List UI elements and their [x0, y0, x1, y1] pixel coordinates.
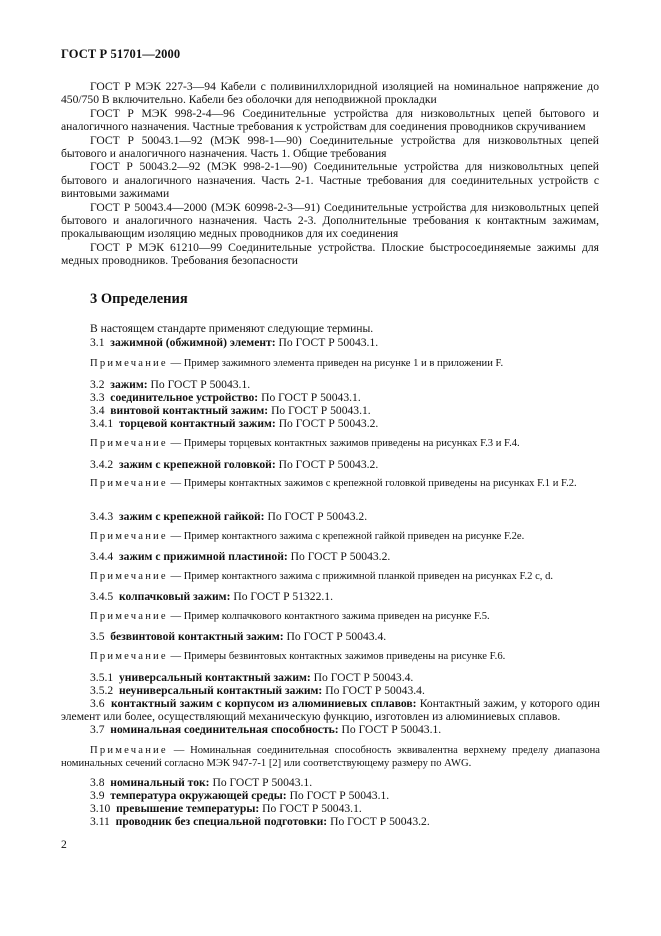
note-text: — Пример зажимного элемента приведен на рисунке 1 и в приложении F. — [170, 358, 504, 369]
definition-term: безвинтовой контактный зажим: — [110, 630, 284, 643]
definition-term: превышение температуры: — [116, 802, 260, 815]
definition-text: По ГОСТ Р 50043.1. — [150, 378, 251, 391]
definition-3-4-1 — [90, 417, 600, 430]
note-3-1 — [90, 358, 600, 371]
definition-term: номинальная соединительная способность: — [110, 723, 339, 736]
note-3-4-2 — [61, 478, 600, 491]
reference-item: ГОСТ Р 50043.2—92 (МЭК 998-2-1—90) Соединительные устройства для низковольтных цепей бытового и аналогичного назначения. Часть 2-1. Частные требования для соединительных устройств с винтовыми зажимами — [61, 160, 599, 201]
definition-number: 3.1 — [90, 336, 105, 349]
definition-number: 3.6 — [90, 697, 105, 710]
definition-3-4-3 — [90, 510, 600, 523]
note-text: — Пример контактного зажима с крепежной гайкой приведен на рисунке F.2e. — [170, 531, 525, 542]
definition-number: 3.4.5 — [90, 590, 114, 603]
reference-item: ГОСТ Р МЭК 998-2-4—96 Соединительные устройства для низковольтных цепей бытового и аналогичного назначения. Частные требования к устройствам для соединения проводников скручиванием — [61, 106, 599, 134]
definition-term: универсальный контактный зажим: — [118, 671, 311, 684]
definition-number: 3.4.2 — [90, 458, 114, 471]
definition-text: По ГОСТ Р 50043.1. — [261, 391, 361, 404]
document-header: ГОСТ Р 51701—2000 — [61, 47, 181, 61]
note-text: — Пример колпачкового контактного зажима приведен на рисунке F.5. — [170, 611, 490, 622]
definition-text: По ГОСТ Р 50043.1. — [271, 404, 371, 417]
note-text: — Примеры торцевых контактных зажимов приведены на рисунках F.3 и F.4. — [170, 438, 520, 449]
definition-term: температура окружающей среды: — [110, 789, 287, 802]
note-3-4-3 — [90, 531, 600, 544]
definition-3-10 — [90, 802, 600, 815]
definition-text: По ГОСТ Р 50043.4. — [286, 630, 387, 643]
note-3-4-4 — [90, 571, 600, 584]
definition-term: торцевой контактный зажим: — [118, 417, 276, 430]
definition-term: номинальный ток: — [110, 776, 210, 789]
definition-number: 3.3 — [90, 391, 105, 404]
definition-text: По ГОСТ Р 51322.1. — [233, 590, 333, 603]
note-3-4-1 — [90, 438, 600, 451]
definition-text: По ГОСТ Р 50043.1. — [289, 789, 390, 802]
note-text: — Номинальная соединительная способность эквивалентна верхнему пределу диапазона номинальных сечений согласно МЭК 947-7-1 [2] или соответствующему размеру по AWG. — [61, 745, 600, 769]
note-text: — Пример контактного зажима с прижимной планкой приведен на рисунках F.2 c, d. — [170, 571, 554, 582]
definition-text: Контактный зажим, у которого один элемент или более, осуществляющий механическую функцию, изготовлен из алюминиевых сплавов. — [61, 697, 600, 724]
definition-text: По ГОСТ Р 50043.2. — [278, 417, 379, 430]
definition-3-3 — [90, 391, 600, 404]
definition-3-4-5 — [90, 590, 600, 603]
definition-number: 3.4.4 — [90, 550, 114, 563]
note-text: — Примеры безвинтовых контактных зажимов приведены на рисунке F.6. — [170, 651, 506, 662]
note-label: Примечание — [90, 571, 168, 582]
definition-text: По ГОСТ Р 50043.1. — [278, 336, 379, 349]
definition-term: зажим: — [110, 378, 148, 391]
definition-text: По ГОСТ Р 50043.2. — [278, 458, 379, 471]
note-3-7 — [61, 745, 600, 770]
definition-text: По ГОСТ Р 50043.2. — [330, 815, 430, 828]
definition-number: 3.4.3 — [90, 510, 114, 523]
definition-3-7 — [90, 723, 600, 736]
definition-3-5-1 — [90, 671, 600, 684]
note-label: Примечание — [90, 745, 168, 756]
definition-3-9 — [90, 789, 600, 802]
reference-item: ГОСТ Р МЭК 61210—99 Соединительные устройства. Плоские быстросоединяемые зажимы для медных проводников. Требования безопасности — [61, 240, 599, 268]
definition-3-4-4 — [90, 550, 600, 563]
definition-text: По ГОСТ Р 50043.4. — [313, 671, 414, 684]
definition-3-4-2 — [90, 458, 600, 471]
definition-text: По ГОСТ Р 50043.4. — [325, 684, 425, 697]
definition-term: зажим с крепежной гайкой: — [118, 510, 265, 523]
definition-number: 3.5 — [90, 630, 105, 643]
note-text: — Примеры контактных зажимов с крепежной головкой приведены на рисунках F.1 и F.2. — [170, 478, 577, 489]
reference-item: ГОСТ Р 50043.1—92 (МЭК 998-1—90) Соединительные устройства для низковольтных цепей бытового и аналогичного назначения. Часть 1. Общие требования — [61, 133, 599, 161]
definition-term: соединительное устройство: — [110, 391, 259, 404]
definition-text: По ГОСТ Р 50043.1. — [341, 723, 442, 736]
definition-term: зажим с крепежной головкой: — [118, 458, 276, 471]
definition-3-11 — [90, 815, 600, 828]
definition-term: винтовой контактный зажим: — [110, 404, 269, 417]
definition-number: 3.9 — [90, 789, 105, 802]
definition-term: проводник без специальной подготовки: — [115, 815, 328, 828]
definition-number: 3.4 — [90, 404, 105, 417]
definition-number: 3.5.2 — [90, 684, 114, 697]
reference-item: ГОСТ Р 50043.4—2000 (МЭК 60998-2-3—91) Соединительные устройства для низковольтных цепей бытового и аналогичного назначения. Часть 2-3. Дополнительные требования к контактным зажимам, прокалывающим изоляцию медных проводников для их соединения — [61, 200, 599, 241]
note-label: Примечание — [90, 478, 168, 489]
definition-term: зажим с прижимной пластиной: — [118, 550, 288, 563]
normative-references — [61, 80, 599, 268]
section-heading: 3 Определения — [90, 291, 188, 307]
definition-number: 3.8 — [90, 776, 105, 789]
definition-3-2 — [90, 378, 600, 391]
definition-term: зажимной (обжимной) элемент: — [110, 336, 276, 349]
note-3-5 — [90, 651, 600, 664]
intro-text: В настоящем стандарте применяют следующие термины. — [90, 322, 374, 335]
definition-number: 3.10 — [90, 802, 111, 815]
definition-3-4 — [90, 404, 600, 417]
reference-item: ГОСТ Р МЭК 227-3—94 Кабели с поливинилхлоридной изоляцией на номинальное напряжение до 450/750 В включительно. Кабели без оболочки для неподвижной прокладки — [61, 80, 599, 107]
definition-3-8 — [90, 776, 600, 789]
definition-term: колпачковый зажим: — [118, 590, 231, 603]
note-label: Примечание — [90, 358, 168, 369]
definition-term: неуниверсальный контактный зажим: — [118, 684, 323, 697]
definition-number: 3.2 — [90, 378, 105, 391]
definition-term: контактный зажим с корпусом из алюминиевых сплавов: — [110, 697, 417, 710]
definition-3-6 — [61, 697, 600, 724]
definition-text: По ГОСТ Р 50043.1. — [212, 776, 313, 789]
definition-text: По ГОСТ Р 50043.2. — [290, 550, 391, 563]
definition-number: 3.11 — [90, 815, 110, 828]
definition-3-5 — [90, 630, 600, 643]
note-label: Примечание — [90, 651, 168, 662]
note-label: Примечание — [90, 438, 168, 449]
note-3-4-5 — [90, 611, 600, 624]
definition-3-1 — [90, 336, 600, 349]
page-number: 2 — [61, 838, 67, 851]
definition-text: По ГОСТ Р 50043.1. — [262, 802, 362, 815]
definition-number: 3.4.1 — [90, 417, 114, 430]
definition-text: По ГОСТ Р 50043.2. — [267, 510, 368, 523]
definition-number: 3.7 — [90, 723, 105, 736]
note-label: Примечание — [90, 611, 168, 622]
note-label: Примечание — [90, 531, 168, 542]
definition-3-5-2 — [90, 684, 600, 697]
definition-number: 3.5.1 — [90, 671, 114, 684]
